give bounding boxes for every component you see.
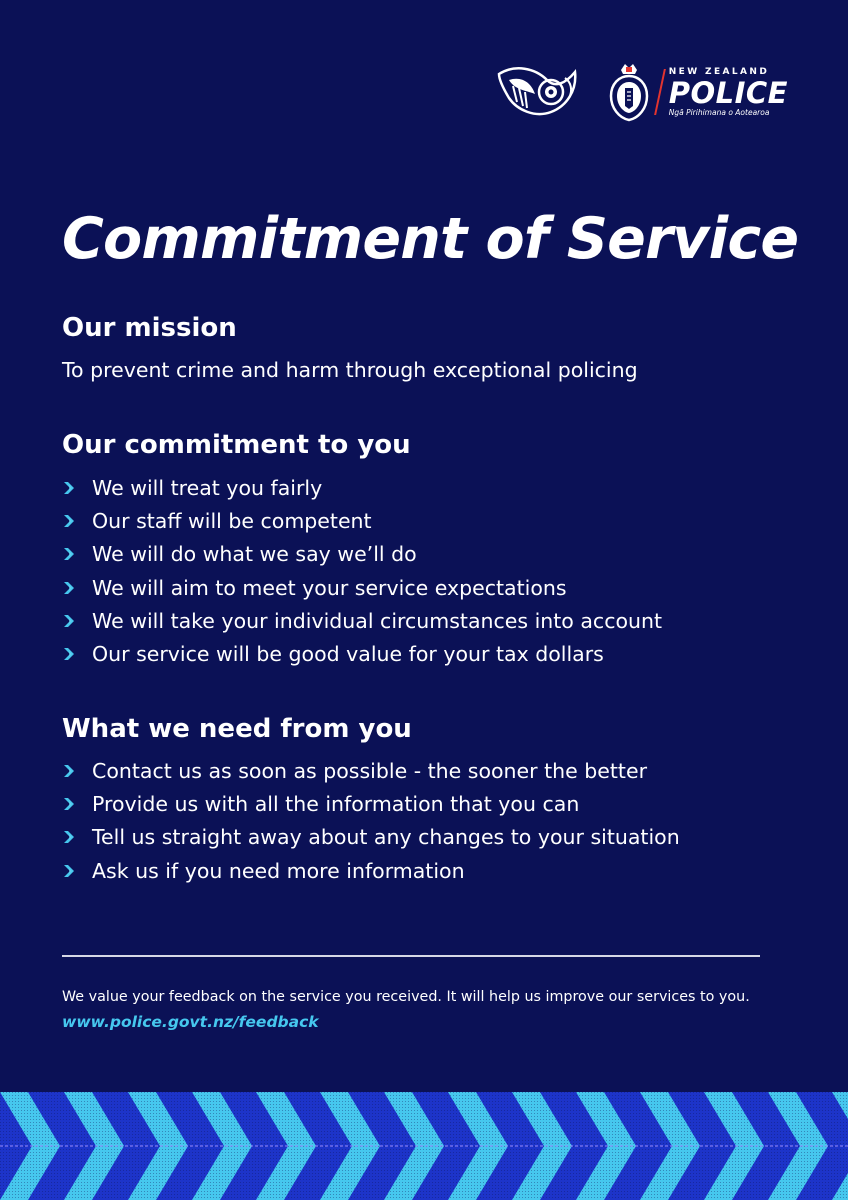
mission-heading: Our mission xyxy=(62,313,237,343)
list-item xyxy=(62,787,680,820)
chevron-bullet-icon xyxy=(62,864,82,878)
police-wordmark xyxy=(669,68,788,117)
mission-text: To prevent crime and harm through exceptional policing xyxy=(62,358,638,382)
list-item xyxy=(62,754,680,787)
needs-item-text: Ask us if you need more information xyxy=(92,858,465,883)
police-wordmark-name: POLICE xyxy=(668,75,788,110)
police-wordmark-country: NEW ZEALAND xyxy=(668,66,770,77)
commitment-item-text: Our staff will be competent xyxy=(92,508,372,533)
police-logo xyxy=(607,62,788,122)
needs-heading: What we need from you xyxy=(62,714,412,744)
needs-item-text: Provide us with all the information that you can xyxy=(92,791,580,816)
chevron-bullet-icon xyxy=(62,547,82,561)
chevron-bullet-icon xyxy=(62,614,82,628)
commitment-item-text: We will aim to meet your service expectations xyxy=(92,575,567,600)
needs-item-text: Contact us as soon as possible - the sooner the better xyxy=(92,758,647,783)
commitment-item-text: We will treat you fairly xyxy=(92,475,323,500)
chevron-bullet-icon xyxy=(62,764,82,778)
section-divider xyxy=(62,955,760,957)
list-item xyxy=(62,604,662,637)
commitment-item-text: We will take your individual circumstances into account xyxy=(92,608,663,633)
list-item xyxy=(62,504,662,537)
koru-emblem-icon xyxy=(495,62,581,122)
commitment-heading: Our commitment to you xyxy=(62,430,411,460)
needs-list xyxy=(62,754,680,887)
list-item xyxy=(62,821,680,854)
chevron-bullet-icon xyxy=(62,830,82,844)
list-item xyxy=(62,471,662,504)
commitment-item-text: We will do what we say we’ll do xyxy=(92,542,417,567)
list-item xyxy=(62,637,662,670)
page-title: Commitment of Service xyxy=(62,206,799,272)
chevron-bullet-icon xyxy=(62,647,82,661)
chevron-bullet-icon xyxy=(62,481,82,495)
header-logos xyxy=(495,62,788,122)
police-logo-divider xyxy=(654,69,666,115)
feedback-text: We value your feedback on the service you received. It will help us improve our services to you. xyxy=(62,989,750,1005)
chevron-bullet-icon xyxy=(62,797,82,811)
chevron-bullet-icon xyxy=(62,581,82,595)
police-wordmark-maori: Ngā Pirihimana o Aotearoa xyxy=(668,107,770,117)
feedback-link[interactable]: www.police.govt.nz/feedback xyxy=(62,1013,319,1031)
chevron-bullet-icon xyxy=(62,514,82,528)
needs-item-text: Tell us straight away about any changes to your situation xyxy=(92,825,680,850)
commitment-item-text: Our service will be good value for your tax dollars xyxy=(92,642,604,667)
list-item xyxy=(62,571,662,604)
list-item xyxy=(62,854,680,887)
police-crest-icon xyxy=(607,62,651,122)
chevron-pattern-band xyxy=(0,1092,848,1200)
list-item xyxy=(62,538,662,571)
commitment-list xyxy=(62,471,662,671)
